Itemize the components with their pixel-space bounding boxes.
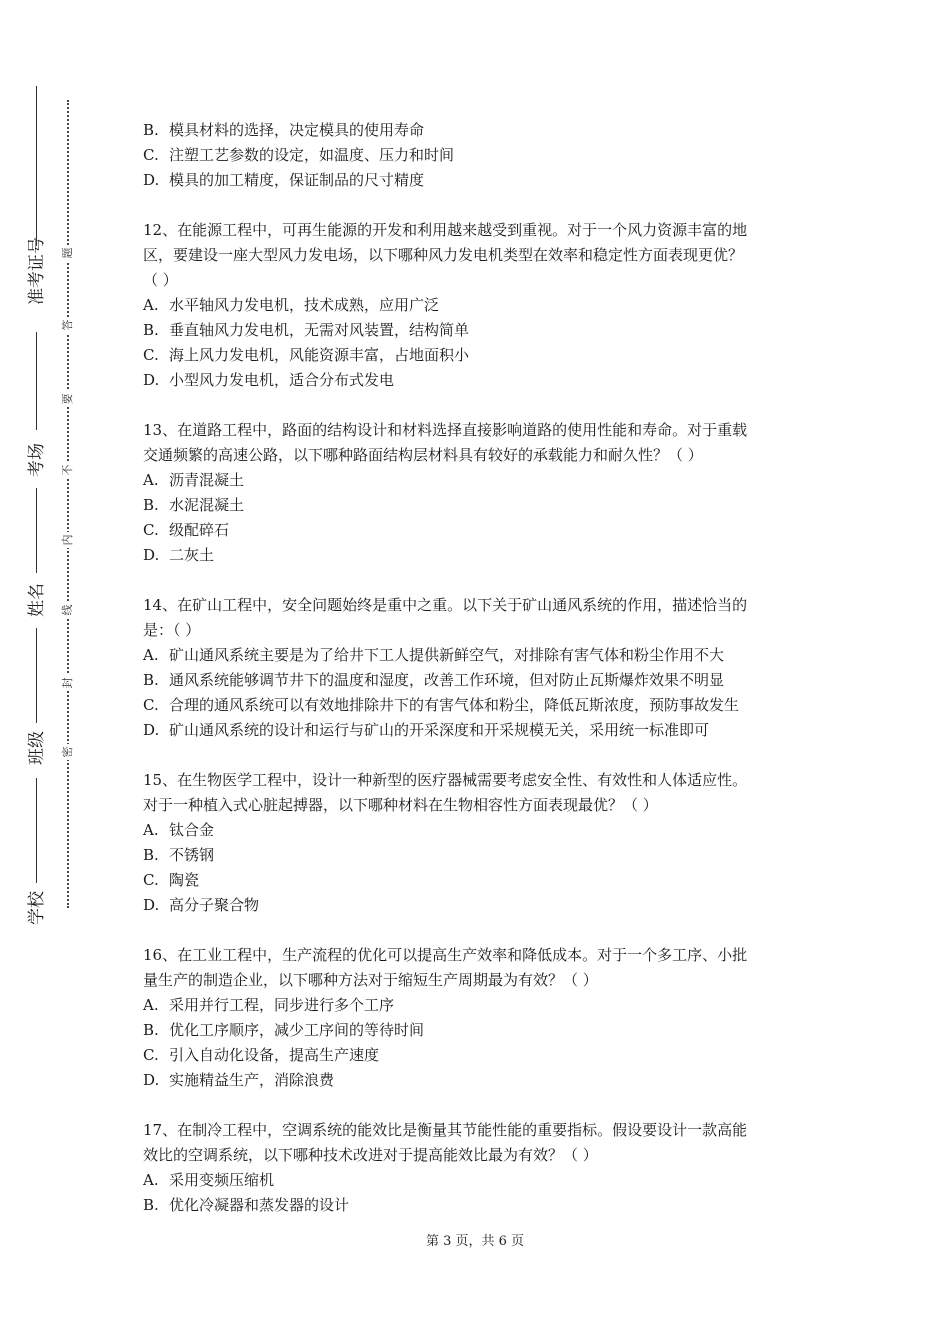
option: C. 注塑工艺参数的设定，如温度、压力和时间 (143, 146, 455, 164)
seal-char: 线 (61, 602, 75, 618)
option-d: D. 二灰土 (143, 546, 215, 564)
option-b: B. 优化工序顺序，减少工序间的等待时间 (143, 1021, 425, 1039)
field-school: 学校 (27, 891, 47, 925)
option-b: B. 通风系统能够调节井下的温度和湿度，改善工作环境，但对防止瓦斯爆炸效果不明显 (143, 671, 725, 689)
seal-char: 答 (61, 317, 75, 333)
option-a: A. 钛合金 (143, 821, 215, 839)
option-d: D. 高分子聚合物 (143, 896, 260, 914)
field-exam-id: 准考证号 (27, 237, 47, 305)
option-c: C. 级配碎石 (143, 521, 230, 539)
option-c: C. 引入自动化设备，提高生产速度 (143, 1046, 380, 1064)
option: D. 模具的加工精度，保证制品的尺寸精度 (143, 171, 425, 189)
option-c: C. 陶瓷 (143, 871, 200, 889)
page-footer: 第 3 页，共 6 页 (425, 1234, 525, 1249)
question-stem: 区，要建设一座大型风力发电场，以下哪种风力发电机类型在效率和稳定性方面表现更优？ (143, 246, 744, 264)
seal-char: 题 (61, 245, 75, 261)
seal-char: 封 (61, 675, 75, 691)
seal-char: 内 (61, 532, 75, 548)
seal-dotted-line (67, 100, 69, 908)
option-a: A. 采用并行工程，同步进行多个工序 (143, 996, 395, 1014)
option: B. 模具材料的选择，决定模具的使用寿命 (143, 121, 425, 139)
seal-char: 密 (61, 744, 75, 760)
seal-char: 要 (61, 391, 75, 407)
option-b: B. 优化冷凝器和蒸发器的设计 (143, 1196, 350, 1214)
fill-line (36, 628, 37, 723)
option-a: A. 水平轴风力发电机，技术成熟，应用广泛 (143, 296, 440, 314)
option-b: B. 水泥混凝土 (143, 496, 245, 514)
fill-line (36, 86, 37, 246)
question-stem: 13、在道路工程中，路面的结构设计和材料选择直接影响道路的使用性能和寿命。对于重载 (143, 421, 748, 439)
fill-line (36, 332, 37, 430)
question-stem: 交通频繁的高速公路，以下哪种路面结构层材料具有较好的承载能力和耐久性？（ ） (143, 446, 703, 464)
seal-char: 不 (61, 462, 75, 478)
question-stem: 17、在制冷工程中，空调系统的能效比是衡量其节能性能的重要指标。假设要设计一款高能 (143, 1121, 748, 1139)
field-exam-room: 考场 (27, 443, 47, 477)
option-a: A. 沥青混凝土 (143, 471, 245, 489)
option-b: B. 不锈钢 (143, 846, 215, 864)
question-17 (143, 1118, 815, 1218)
option-c: C. 合理的通风系统可以有效地排除井下的有害气体和粉尘，降低瓦斯浓度，预防事故发生 (143, 696, 740, 714)
option-a: A. 矿山通风系统主要是为了给井下工人提供新鲜空气，对排除有害气体和粉尘作用不大 (143, 646, 725, 664)
question-stem: 量生产的制造企业，以下哪种方法对于缩短生产周期最为有效？（ ） (143, 971, 598, 989)
question-stem: 效比的空调系统，以下哪种技术改进对于提高能效比最为有效？（ ） (143, 1146, 598, 1164)
question-stem: 15、在生物医学工程中，设计一种新型的医疗器械需要考虑安全性、有效性和人体适应性。 (143, 771, 748, 789)
question-stem: 14、在矿山工程中，安全问题始终是重中之重。以下关于矿山通风系统的作用，描述恰当的 (143, 596, 748, 614)
field-name: 姓名 (27, 583, 47, 617)
field-class: 班级 (27, 731, 47, 765)
question-12 (143, 218, 815, 393)
question-13 (143, 418, 815, 568)
question-15 (143, 768, 815, 918)
question-stem: 对于一种植入式心脏起搏器，以下哪种材料在生物相容性方面表现最优？（ ） (143, 796, 658, 814)
option-a: A. 采用变频压缩机 (143, 1171, 275, 1189)
exam-content (143, 118, 815, 1218)
question-stem: 是：（ ） (143, 621, 201, 639)
option-d: D. 实施精益生产，消除浪费 (143, 1071, 335, 1089)
question-stem: 12、在能源工程中，可再生能源的开发和利用越来越受到重视。对于一个风力资源丰富的地 (143, 221, 748, 239)
option-d: D. 小型风力发电机，适合分布式发电 (143, 371, 395, 389)
fill-line (36, 488, 37, 573)
fill-line (36, 778, 37, 883)
option-c: C. 海上风力发电机，风能资源丰富，占地面积小 (143, 346, 470, 364)
question-16 (143, 943, 815, 1093)
question-11-tail (143, 118, 815, 193)
binding-margin (0, 0, 110, 1344)
question-stem: （ ） (143, 271, 178, 289)
option-b: B. 垂直轴风力发电机，无需对风装置，结构简单 (143, 321, 470, 339)
option-d: D. 矿山通风系统的设计和运行与矿山的开采深度和开采规模无关，采用统一标准即可 (143, 721, 710, 739)
question-stem: 16、在工业工程中，生产流程的优化可以提高生产效率和降低成本。对于一个多工序、小批 (143, 946, 748, 964)
question-14 (143, 593, 815, 743)
